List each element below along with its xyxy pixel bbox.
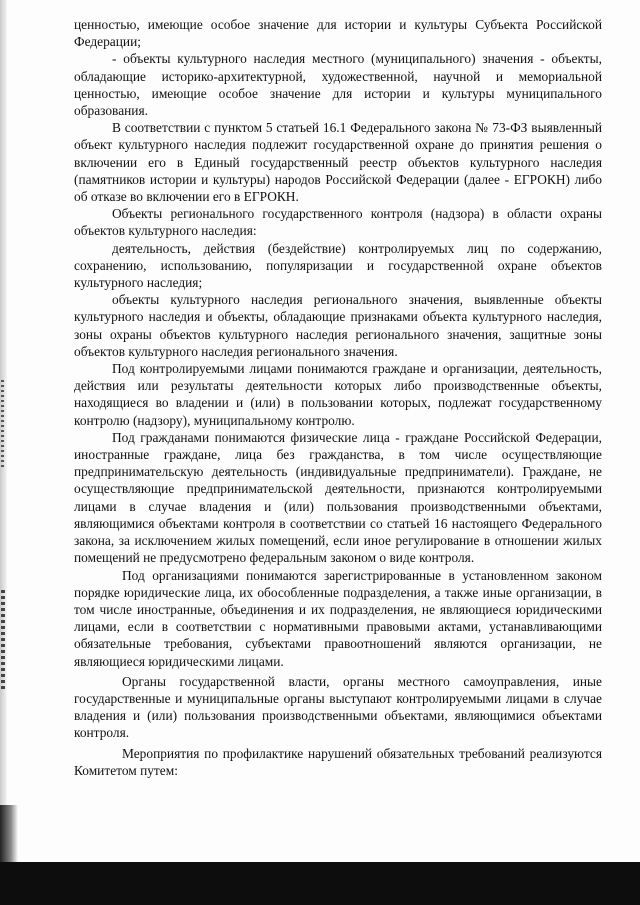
paragraph-authorities: Органы государственной власти, органы местного самоуправления, иные государственные и муниципальные органы выступают контролируемыми лицами в случае владения и (или) пользования производственными объектами, являющимися объектами контроля. — [74, 673, 602, 741]
paragraph-control-objects: Объекты регионального государственного контроля (надзора) в области охраны объектов культурного наследия: — [74, 206, 602, 239]
scan-left-edge — [0, 0, 7, 905]
paragraph-prevention-measures: Мероприятия по профилактике нарушений обязательных требований реализуются Комитетом путем: — [74, 745, 602, 778]
paragraph-activity: деятельность, действия (бездействие) контролируемых лиц по содержанию, сохранению, использованию, популяризации и государственной охране объектов культурного наследия; — [74, 240, 602, 291]
paragraph-regional-objects: объекты культурного наследия регионального значения, выявленные объекты культурного наследия и объекты, обладающие признаками объекта культурного наследия, зоны охраны объектов культурного наследия регионального значения, защитные зоны объектов культурного наследия регионального значения. — [74, 292, 602, 359]
document-body — [74, 16, 602, 779]
paragraph-continuation: ценностью, имеющие особое значение для истории и культуры Субъекта Российской Федерации; — [74, 17, 602, 50]
paragraph-organizations: Под организациями понимаются зарегистрированные в установленном законом порядке юридические лица, их обособленные подразделения, а также иные организации, в том числе иностранные, объединения и их подразделения, не являющиеся юридическими лицами, если в соответствии с нормативными правовыми актами, устанавливающими обязательные требования, субъектами правоотношений являются организации, не являющиеся юридическими лицами. — [74, 567, 602, 669]
paragraph-federal-law-reference: В соответствии с пунктом 5 статьей 16.1 Федерального закона № 73-ФЗ выявленный объект культурного наследия подлежит государственной охране до принятия решения о включении его в Единый государственный реестр объектов культурного наследия (памятников истории и культуры) народов Российской Федерации (далее - ЕГРОКН) либо об отказе во включении его в ЕГРОКН. — [74, 120, 602, 205]
paragraph-citizens: Под гражданами понимаются физические лица - граждане Российской Федерации, иностранные граждане, лица без гражданства, в том числе осуществляющие предпринимательскую деятельность (индивидуальные предприниматели). Граждане, не осуществляющие предпринимательской деятельности, признаются контролируемыми лицами в случае владения и (или) пользования производственными объектами, являющимися объектами контроля в соответствии со статьей 16 настоящего Федерального закона, за исключением жилых помещений, если иное регулирование в отношении жилых помещений не предусмотрено федеральным законом о виде контроля. — [74, 429, 602, 566]
scan-corner-shadow — [0, 805, 18, 865]
scan-bottom-edge — [0, 862, 640, 905]
paragraph-controlled-persons: Под контролируемыми лицами понимаются граждане и организации, деятельность, действия или результаты деятельности которых либо производственные объекты, находящиеся во владении и (или) в пользовании которых, подлежат государственному контролю (надзору), муниципальному контролю. — [74, 361, 602, 428]
paragraph-local-heritage: - объекты культурного наследия местного (муниципального) значения - объекты, обладающие историко-архитектурной, художественной, научной и мемориальной ценностью, имеющие особое значение для истории и культуры муниципального образования. — [74, 51, 602, 119]
